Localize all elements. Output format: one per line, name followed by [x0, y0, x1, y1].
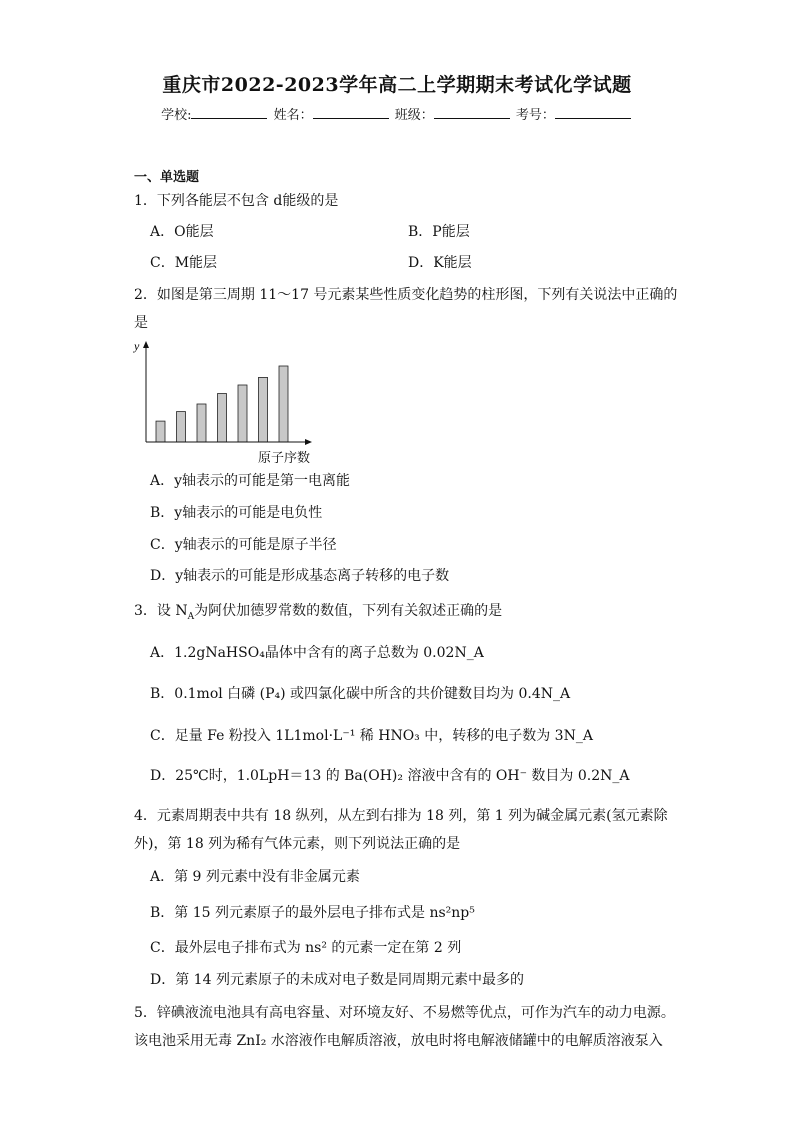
bar-14 — [218, 394, 227, 442]
question-5-stem-line-1: 5．锌碘液流电池具有高电容量、对环境友好、不易燃等优点，可作为汽车的动力电源。 — [134, 1005, 675, 1021]
question-4-stem-line-2: 外)，第 18 列为稀有气体元素，则下列说法正确的是 — [134, 836, 461, 852]
question-2-option-a: A．y轴表示的可能是第一电离能 — [150, 473, 351, 489]
section-heading-single-choice: 一、单选题 — [134, 170, 200, 185]
name-label: 姓名： — [273, 108, 313, 123]
question-3-stem-start: 3．设 N — [134, 603, 188, 619]
bar-15 — [238, 385, 247, 442]
question-2-option-b: B．y轴表示的可能是电负性 — [150, 505, 323, 521]
question-2-option-d: D．y轴表示的可能是形成基态离子转移的电子数 — [150, 568, 450, 584]
student-info-line — [0, 104, 794, 123]
exam-number-blank — [555, 106, 631, 119]
question-2-stem-line-1: 2．如图是第三周期 11～17 号元素某些性质变化趋势的柱形图，下列有关说法中正确的 — [134, 287, 678, 303]
question-5-stem — [134, 1002, 704, 1052]
bar-17 — [279, 366, 288, 442]
name-blank — [313, 106, 389, 119]
question-3-option-b: B．0.1mol 白磷 (P₄) 或四氯化碳中所含的共价键数目均为 0.4N_A — [150, 686, 571, 702]
page-title: 重庆市2022-2023学年高二上学期期末考试化学试题 — [162, 74, 632, 96]
bar-16 — [259, 377, 268, 442]
question-4-option-a: A．第 9 列元素中没有非金属元素 — [150, 869, 360, 885]
question-4-stem — [134, 805, 694, 855]
y-axis-arrow — [143, 341, 149, 348]
question-1-option-a: A．O能层 — [150, 224, 214, 240]
x-axis-arrow — [305, 439, 312, 445]
class-blank — [434, 106, 510, 119]
question-4-option-d: D．第 14 列元素原子的未成对电子数是同周期元素中最多的 — [150, 972, 524, 988]
x-axis-label: 原子序数 — [258, 451, 311, 466]
bar-11 — [156, 421, 165, 442]
school-blank — [191, 106, 267, 119]
question-2-stem — [134, 284, 694, 334]
question-1-stem: 1．下列各能层不包含 d能级的是 — [134, 193, 339, 209]
bar-13 — [197, 404, 206, 442]
question-3-stem-end: 为阿伏加德罗常数的数值，下列有关叙述正确的是 — [194, 603, 503, 619]
school-label: 学校: — [161, 108, 192, 123]
question-1-option-b: B．P能层 — [408, 224, 470, 240]
question-2-option-c: C．y轴表示的可能是原子半径 — [150, 537, 337, 553]
question-4-option-b: B．第 15 列元素原子的最外层电子排布式是 ns²np⁵ — [150, 905, 475, 921]
question-3-option-d: D．25℃时，1.0LpH＝13 的 Ba(OH)₂ 溶液中含有的 OH⁻ 数目为 0.2N_A — [150, 768, 630, 784]
question-1-option-d: D．K能层 — [408, 255, 472, 271]
question-4-option-c: C．最外层电子排布式为 ns² 的元素一定在第 2 列 — [150, 940, 462, 956]
bar-chart-bars — [156, 366, 288, 442]
y-axis-label: y — [134, 339, 140, 353]
exam-number-label: 考号： — [515, 108, 555, 123]
question-4-stem-line-1: 4．元素周期表中共有 18 纵列，从左到右排为 18 列，第 1 列为碱金属元素(氢元素除 — [134, 808, 668, 824]
bar-12 — [177, 412, 186, 442]
question-5-stem-line-2: 该电池采用无毒 ZnI₂ 水溶液作电解质溶液，放电时将电解液储罐中的电解质溶液泵入 — [134, 1033, 663, 1049]
question-1-option-c: C．M能层 — [150, 255, 218, 271]
question-3-option-a: A．1.2gNaHSO₄晶体中含有的离子总数为 0.02N_A — [150, 645, 484, 661]
question-2-stem-line-2: 是 — [134, 315, 148, 331]
question-3-stem-subscript: A — [187, 611, 195, 622]
bar-chart — [130, 338, 330, 450]
class-label: 班级： — [394, 108, 434, 123]
question-3-option-c: C．足量 Fe 粉投入 1L1mol·L⁻¹ 稀 HNO₃ 中，转移的电子数为 3N_A — [150, 728, 593, 744]
question-3-stem — [134, 600, 674, 628]
